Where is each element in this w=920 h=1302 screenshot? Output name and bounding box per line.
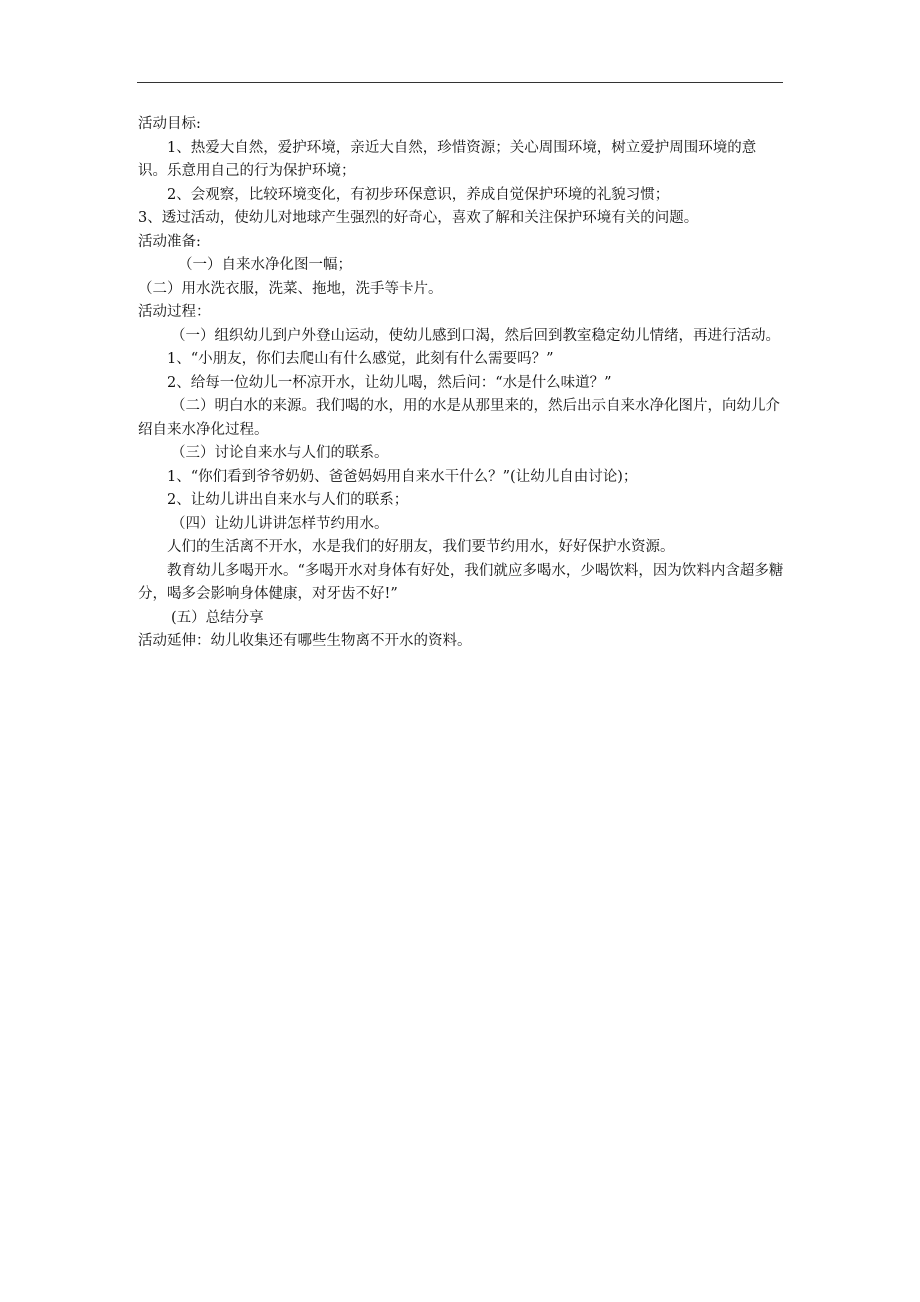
process-step-3-sub-1: 1、“你们看到爷爷奶奶、爸爸妈妈用自来水干什么？”(让幼儿自由讨论)；	[167, 468, 638, 485]
goal-item-2: 2、会观察，比较环境变化，有初步环保意识，养成自觉保护环境的礼貌习惯；	[167, 186, 670, 203]
goal-item-3: 3、透过活动，使幼儿对地球产生强烈的好奇心，喜欢了解和关注保护环境有关的问题。	[138, 210, 699, 226]
document-body	[138, 113, 784, 654]
header-rule	[137, 82, 783, 83]
goal-item-1: 1、热爱大自然，爱护环境，亲近大自然，珍惜资源；关心周围环境，树立爱护周围环境的意识。乐意用自己的行为保护环境；	[138, 139, 757, 179]
process-step-1: （一）组织幼儿到户外登山运动，使幼儿感到口渴，然后回到教室稳定幼儿情绪，再进行活动。	[171, 327, 780, 344]
process-step-1-sub-2: 2、给每一位幼儿一杯凉开水，让幼儿喝，然后问：“水是什么味道？”	[167, 374, 612, 391]
process-heading: 活动过程：	[138, 304, 211, 320]
process-step-3-sub-2: 2、让幼儿讲出自来水与人们的联系；	[167, 492, 409, 508]
process-step-4: （四）让幼儿讲讲怎样节约用水。	[171, 515, 389, 532]
process-step-1-sub-1: 1、“小朋友，你们去爬山有什么感觉，此刻有什么需要吗？”	[167, 351, 554, 367]
process-step-4-para-2: 教育幼儿多喝开水。“多喝开水对身体有好处，我们就应多喝水，少喝饮料，因为饮料内含超多糖分，喝多会影响身体健康，对牙齿不好!”	[138, 562, 784, 602]
process-step-5: (五）总结分享	[171, 609, 264, 626]
extension-paragraph: 活动延伸：幼儿收集还有哪些生物离不开水的资料。	[138, 633, 472, 649]
prep-item-1: （一）自来水净化图一幅；	[178, 257, 352, 273]
process-step-3: （三）讨论自来水与人们的联系。	[171, 445, 389, 461]
prep-heading: 活动准备:	[138, 233, 201, 250]
prep-item-2: （二）用水洗衣服，洗菜、拖地，洗手等卡片。	[138, 280, 443, 297]
process-step-2: （二）明白水的来源。我们喝的水，用的水是从那里来的，然后出示自来水净化图片，向幼儿介绍自来水净化过程。	[138, 398, 780, 438]
process-step-4-para-1: 人们的生活离不开水，水是我们的好朋友，我们要节约用水，好好保护水资源。	[167, 539, 675, 555]
goal-heading: 活动目标:	[138, 116, 201, 132]
